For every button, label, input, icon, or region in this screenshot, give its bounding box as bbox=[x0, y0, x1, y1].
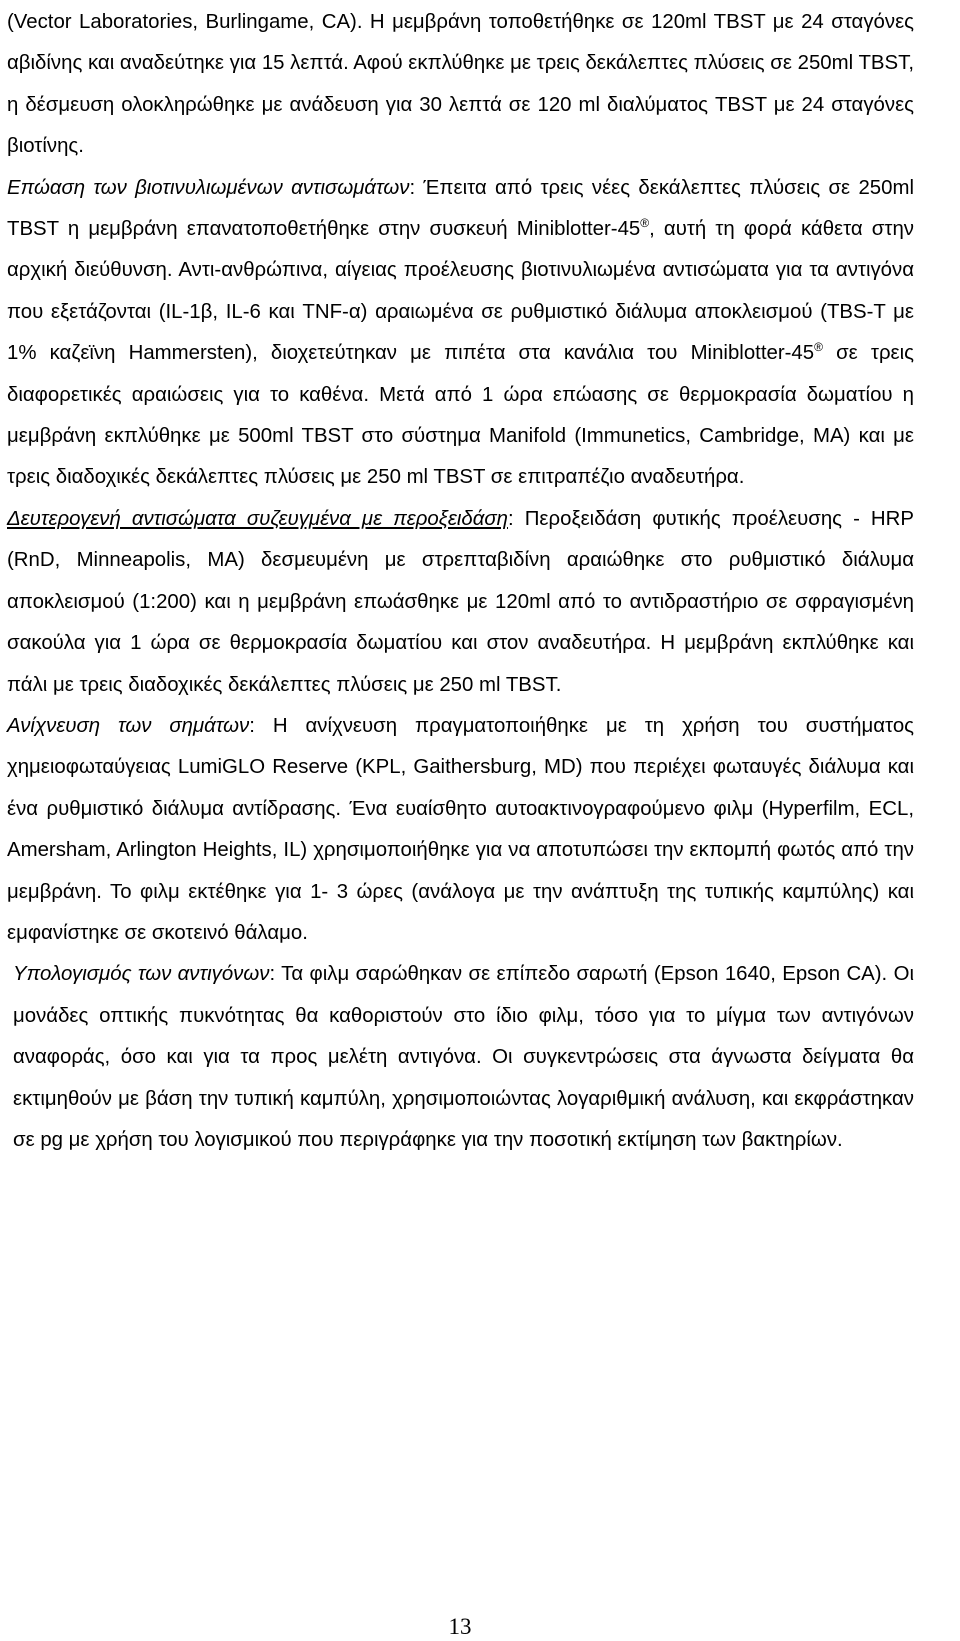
section-heading-calculation: Υπολογισμός των αντιγόνων bbox=[13, 963, 270, 986]
paragraph-text: (Vector Laboratories, Burlingame, CA). Η μεμβράνη τοποθετήθηκε σε 120ml TBST με 24 σταγόνες αβιδίνης και αναδεύτηκε για 15 λεπτά. Αφού εκπλύθηκε με τρεις δεκάλεπτες πλύσεις σε 250ml TBST, η δέσμευση ολοκληρώθηκε με ανάδευση για 30 λεπτά σε 120 ml διαλύματος TBST με 24 σταγόνες βιοτίνης. bbox=[7, 11, 914, 158]
paragraph-text: , αυτή τη φορά κάθετα στην αρχική διεύθυνση. Αντι-ανθρώπινα, αίγειας προέλευσης βιοτινυλιωμένα αντισώματα για τα αντιγόνα που εξετάζονται (IL-1β, IL-6 και TNF-α) αραιωμένα σε ρυθμιστικό διάλυμα αποκλεισμού (TBS-T με 1% καζεϊνη Hammersten), διοχετεύτηκαν με πιπέτα στα κανάλια του Miniblotter-45 bbox=[7, 218, 914, 365]
section-heading-incubation: Επώαση των βιοτινυλιωμένων αντισωμάτων bbox=[7, 176, 410, 199]
page-number: 13 bbox=[448, 1614, 472, 1639]
paragraph-text: : Περοξειδάση φυτικής προέλευσης - HRP (RnD, Minneapolis, MA) δεσμευμένη με στρεπταβιδίνη αραιώθηκε στο ρυθμιστικό διάλυμα αποκλεισμού (1:200) και η μεμβράνη επωάσθηκε με 120ml από το αντιδραστήριο σε σφραγισμένη σακούλα για 1 ώρα σε θερμοκρασία δωματίου και στον αναδευτήρα. Η μεμβράνη εκπλύθηκε και πάλι με τρεις διαδοχικές δεκάλεπτες πλύσεις με 250 ml TBST. bbox=[7, 507, 914, 696]
paragraph-biotinylated-antibodies bbox=[7, 168, 914, 499]
section-heading-detection: Ανίχνευση των σημάτων bbox=[7, 714, 250, 737]
paragraph-peroxidase bbox=[7, 499, 914, 706]
paragraph-text: σε τρεις διαφορετικές αραιώσεις για το καθένα. Μετά από 1 ώρα επώασης σε θερμοκρασία δωματίου η μεμβράνη εκπλύθηκε με 500ml TBST στο σύστημα Manifold (Immunetics, Cambridge, MA) και με τρεις διαδοχικές δεκάλεπτες πλύσεις με 250 ml TBST σε επιτραπέζιο αναδευτήρα. bbox=[7, 342, 914, 489]
paragraph-signal-detection bbox=[7, 706, 914, 954]
body-text bbox=[7, 2, 914, 1161]
registered-mark: ® bbox=[640, 216, 650, 231]
registered-mark: ® bbox=[814, 340, 823, 355]
paragraph-text: : Τα φιλμ σαρώθηκαν σε επίπεδο σαρωτή (Epson 1640, Epson CA). Οι μονάδες οπτικής πυκνότητας θα καθοριστούν στο ίδιο φιλμ, τόσο για το μίγμα των αντιγόνων αναφοράς, όσο και για τα προς μελέτη αντιγόνα. Οι συγκεντρώσεις στα άγνωστα δείγματα θα εκτιμηθούν με βάση την τυπική καμπύλη, χρησιμοποιώντας λογαριθμική ανάλυση, και εκφράστηκαν σε pg με χρήση του λογισμικού που περιγράφηκε για την ποσοτική εκτίμηση των βακτηρίων. bbox=[13, 963, 914, 1151]
paragraph-text: : Η ανίχνευση πραγματοποιήθηκε με τη χρήση του συστήματος χημειοφωταύγειας LumiGLO Reserve (KPL, Gaithersburg, MD) που περιέχει φωταυγές διάλυμα και ένα ρυθμιστικό διάλυμα αντίδρασης. Ένα ευαίσθητο αυτοακτινογραφούμενο φιλμ (Hyperfilm, ECL, Amersham, Arlington Heights, IL) χρησιμοποιήθηκε για να αποτυπώσει την εκπομπή φωτός από την μεμβράνη. Το φιλμ εκτέθηκε για 1- 3 ώρες (ανάλογα με την ανάπτυξη της τυπικής καμπύλης) και εμφανίστηκε σε σκοτεινό θάλαμο. bbox=[7, 714, 914, 944]
paragraph-antigen-calculation bbox=[7, 954, 914, 1161]
paragraph-avidin-biotin bbox=[7, 2, 914, 168]
section-heading-secondary-antibodies: Δευτερογενή αντισώματα συζευγμένα με περοξειδάση bbox=[7, 507, 508, 530]
paragraph-text: : Έπειτα από τρεις νέες δεκάλεπτες πλύσεις σε 250ml TBST η μεμβράνη επανατοποθετήθηκε στην συσκευή Miniblotter-45 bbox=[7, 176, 914, 241]
